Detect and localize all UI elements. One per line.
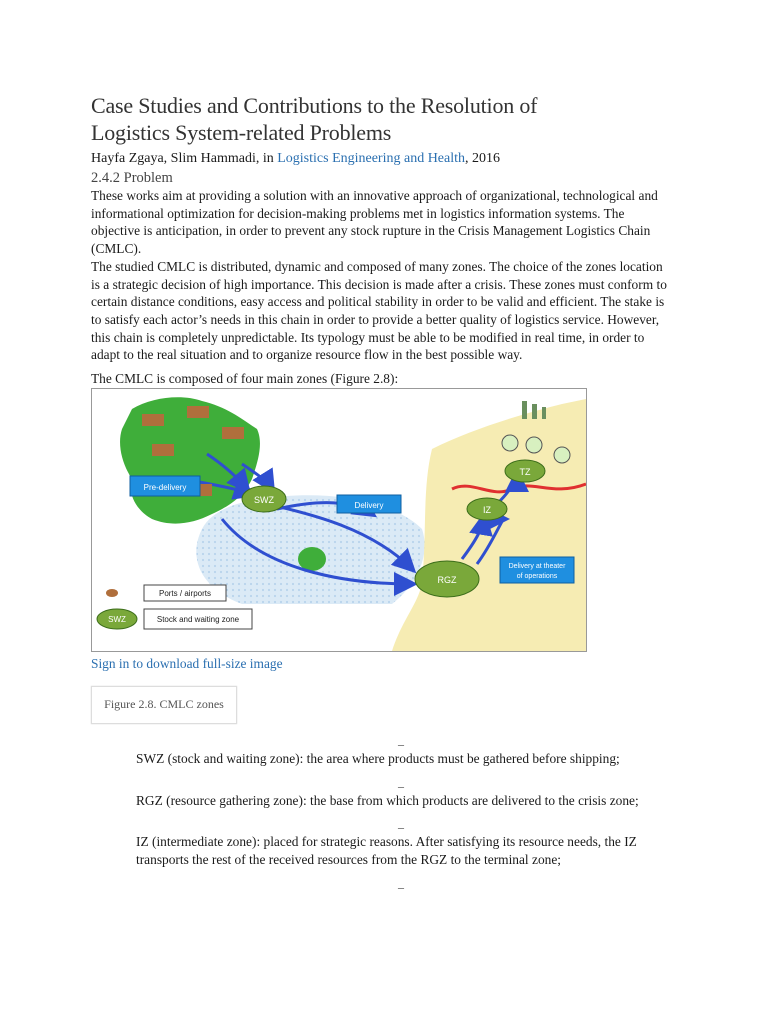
list-item: SWZ (stock and waiting zone): the area where products must be gathered before shipping;	[136, 751, 620, 766]
article	[91, 92, 671, 724]
figure-caption: Figure 2.8. CMLC zones	[91, 686, 237, 724]
section-heading: 2.4.2 Problem	[91, 170, 173, 186]
rgz-label: RGZ	[437, 574, 457, 585]
list-dash: –	[398, 879, 404, 894]
iz-label: IZ	[483, 504, 491, 515]
stock-legend-label: Stock and waiting zone	[156, 614, 240, 624]
title-line-1: Case Studies and Contributions to the Resolution of	[91, 93, 538, 118]
island	[298, 547, 326, 571]
crisis-land	[392, 399, 586, 651]
book-link[interactable]: Logistics Engineering and Health	[277, 151, 466, 166]
port-dot-icon	[106, 589, 118, 597]
cmlc-figure[interactable]	[91, 388, 587, 652]
list-dash: –	[398, 778, 404, 793]
delivery-theater-label-1: Delivery at theater	[508, 562, 566, 570]
legend-swz-label: SWZ	[108, 614, 126, 624]
zone-list	[136, 738, 666, 893]
list-item: RGZ (resource gathering zone): the base from which products are delivered to the crisis zone;	[136, 792, 639, 808]
authors: Hayfa Zgaya, Slim Hammadi, in	[91, 151, 278, 166]
swz-label: SWZ	[254, 494, 274, 505]
list-dash: –	[398, 820, 404, 835]
byline	[91, 150, 671, 168]
people-silhouettes-icon	[522, 401, 546, 419]
tz-label: TZ	[519, 466, 531, 477]
article-title	[91, 92, 671, 146]
paragraph-2: The studied CMLC is distributed, dynamic and composed of many zones. The choice of the zones location is a strategic decision of high importance. This decision is made after a crisis. These zones must conform to certain distance conditions, easy access and political stability in order to be valid and efficient. The stake is to satisfy each actor’s needs in this chain in order to provide a better quality of logistics service. However, this chain is completely unpredictable. Its typology must be able to be modified in real time, in order to adapt to the real situation and to organize resource flow in the best possible way.	[91, 258, 667, 363]
delivery-theater-label-2: of operations	[516, 572, 558, 580]
sign-in-link[interactable]: Sign in to download full-size image	[91, 655, 283, 671]
pre-delivery-label: Pre-delivery	[143, 482, 187, 492]
year: , 2016	[465, 151, 501, 166]
cmlc-diagram	[92, 389, 586, 651]
title-line-2: Logistics System-related Problems	[91, 120, 392, 145]
figure-intro: The CMLC is composed of four main zones (Figure 2.8):	[91, 371, 399, 387]
paragraph-1: These works aim at providing a solution with an innovative approach of organizational, technological and informational optimization for decision-making problems met in logistics information systems. The objective is anticipation, in order to prevent any stock rupture in the Crisis Management Logistics Chain (CMLC).	[91, 188, 658, 257]
delivery-label: Delivery	[354, 500, 384, 510]
list-item: IZ (intermediate zone): placed for strategic reasons. After satisfying its resource needs, the IZ transports the rest of the received resources from the RGZ to the terminal zone;	[136, 834, 637, 868]
list-dash: –	[398, 737, 404, 751]
ports-legend-label: Ports / airports	[158, 588, 212, 598]
